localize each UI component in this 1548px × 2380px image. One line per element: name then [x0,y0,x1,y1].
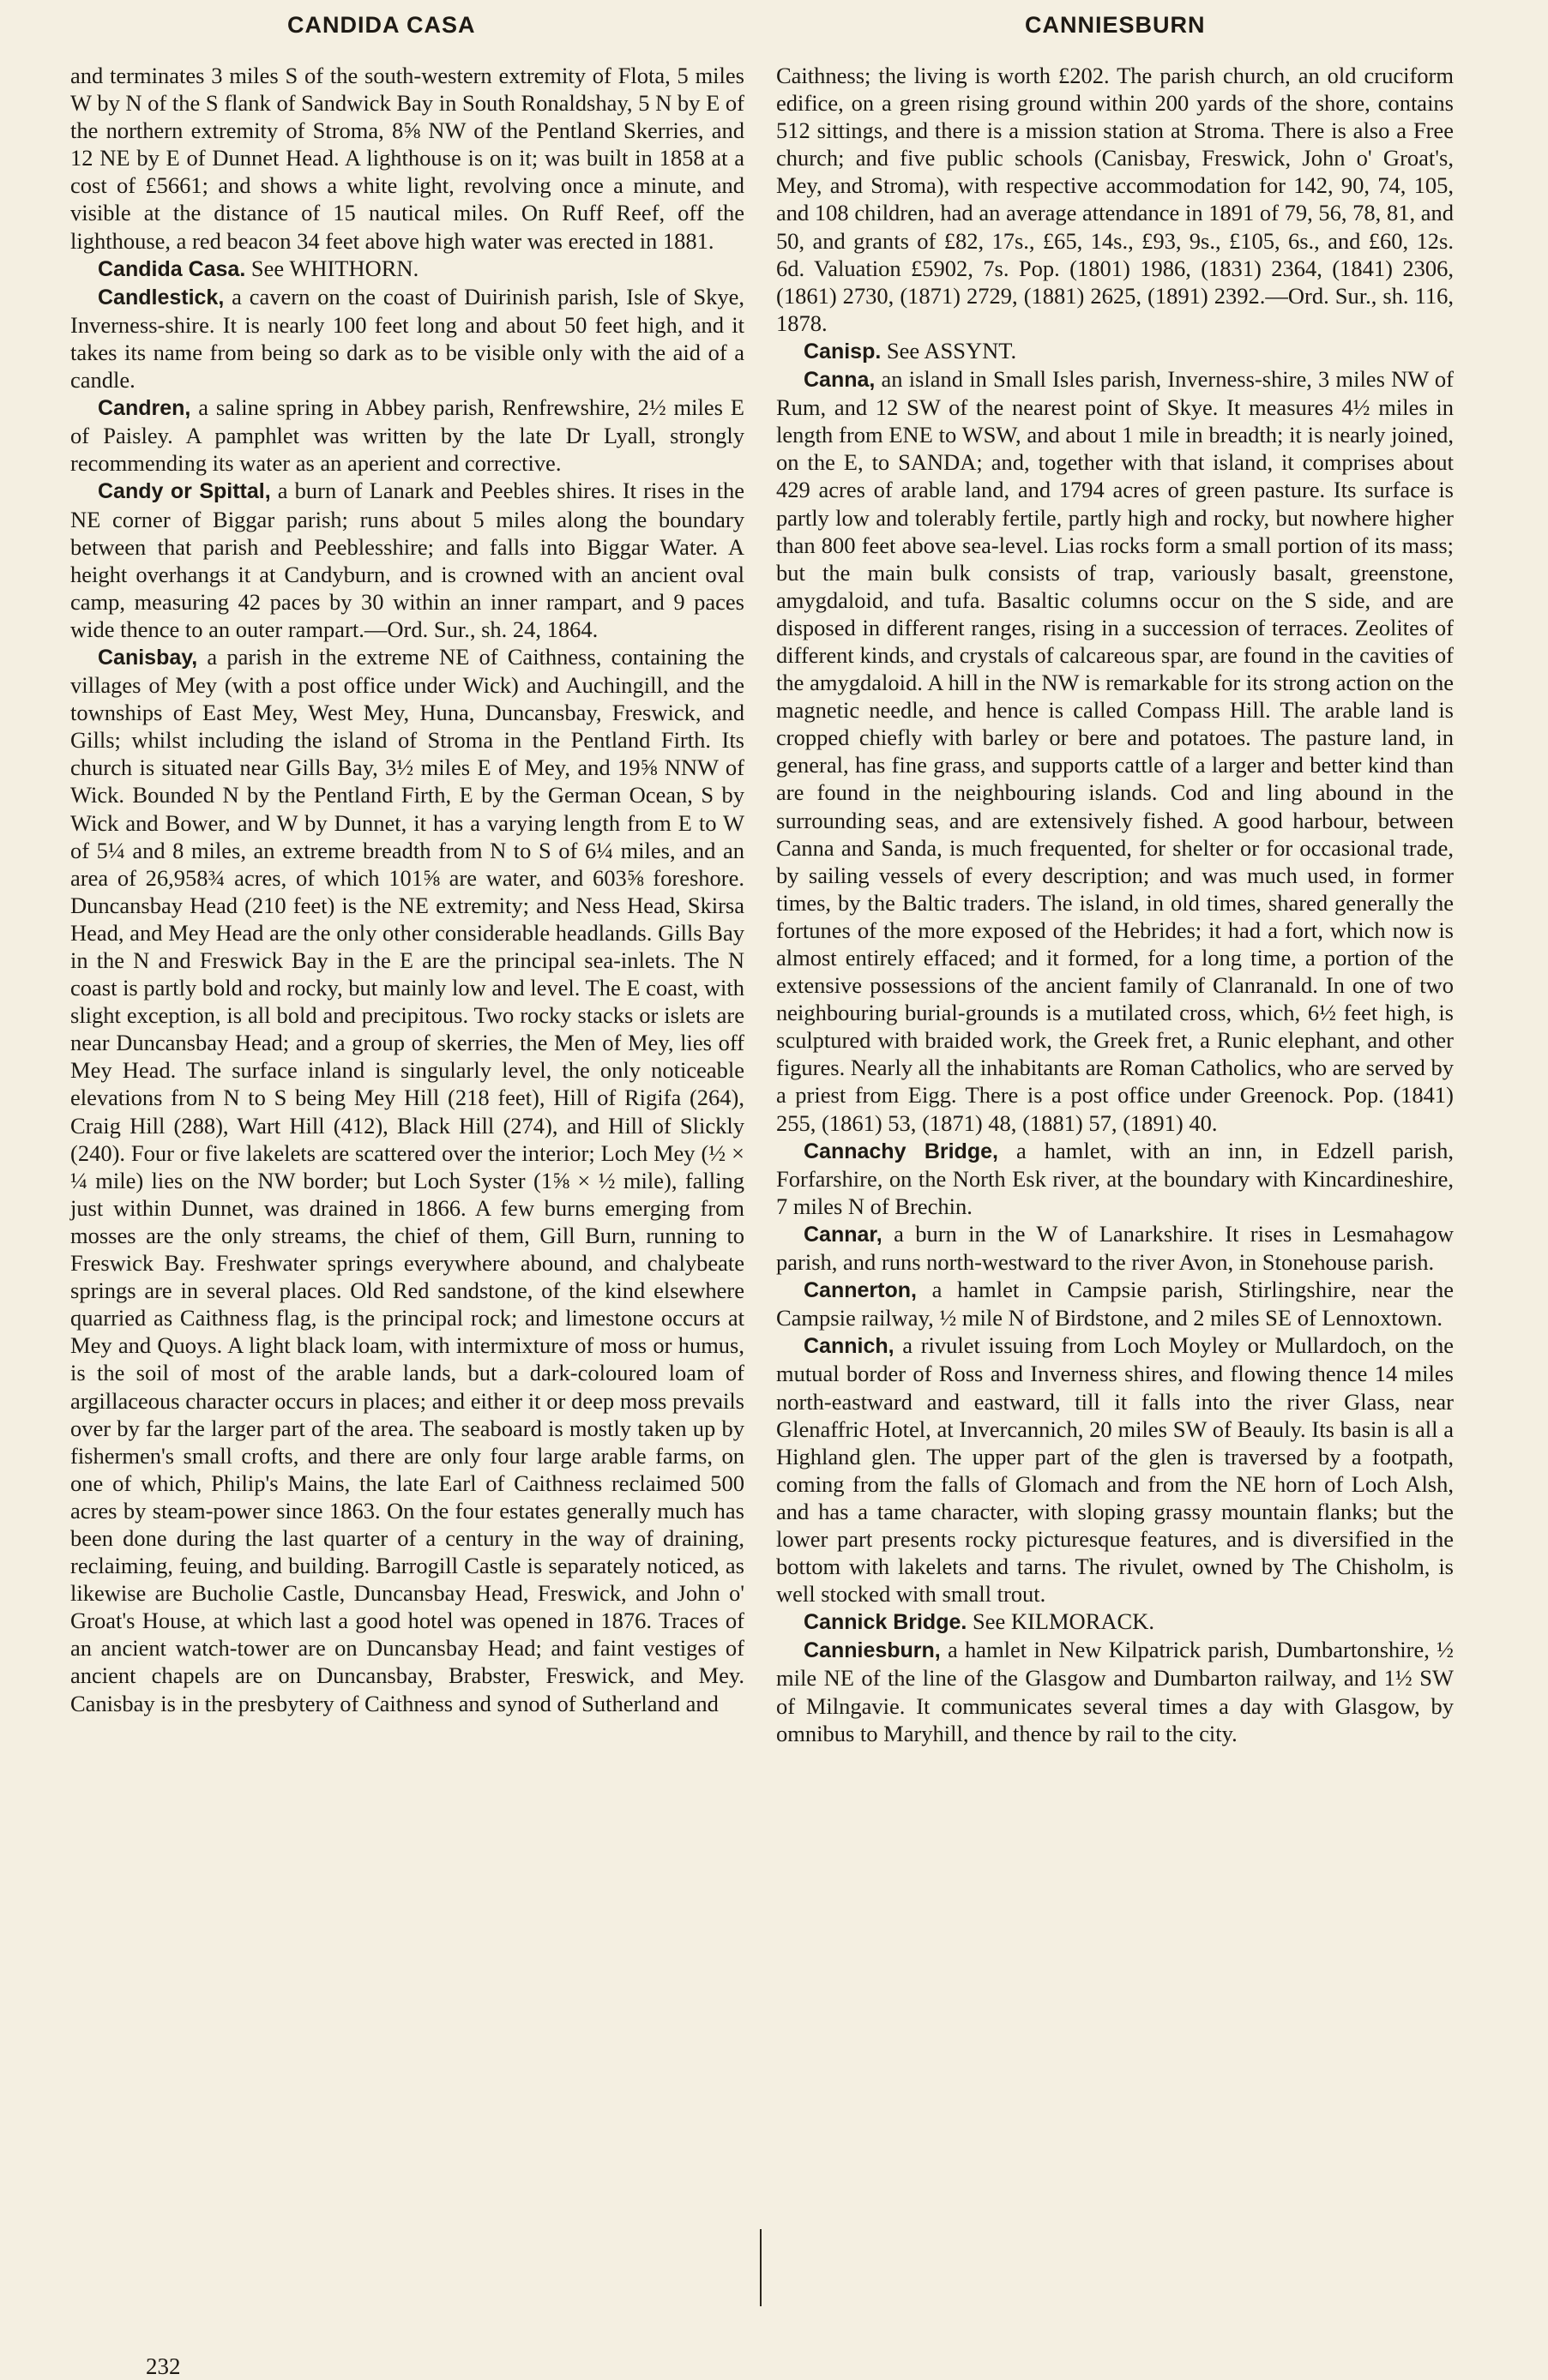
entry-candren [70,394,744,477]
entry-text: a burn of Lanark and Peebles shires. It rises in the NE corner of Biggar parish; runs about 5 miles along the boundary between that parish and Peeblesshire; and falls into Biggar Water. A height overhangs it at Candyburn, and is crowned with an ancient oval camp, measuring 42 paces by 30 within an inner rampart, and 9 paces wide thence to an outer rampart.—Ord. Sur., sh. 24, 1864. [70,478,744,642]
entry-text: a burn in the W of Lanarkshire. It rises in Lesmahagow parish, and runs north-westward to the river Avon, in Stonehouse parish. [776,1220,1454,1276]
entry-cannar [776,1220,1454,1276]
entry-cannich [776,1331,1454,1608]
entry-cannerton [776,1276,1454,1331]
right-column [776,62,1454,1747]
entry-candlestick [70,283,744,394]
column-divider [760,2229,762,2306]
entry-text: and terminates 3 miles S of the south-western extremity of Flota, 5 miles W by N of the S flank of Sandwick Bay in South Ronaldshay, 5 N by E of the northern extremity of Stroma, 8⅝ NW of the Pentland Skerries, and 12 NE by E of Dunnet Head. A lighthouse is on it; was built in 1858 at a cost of £5661; and shows a white light, revolving once a minute, and visible at the distance of 15 nautical miles. On Ruff Reef, off the lighthouse, a red beacon 34 feet above high water was erected in 1881. [70,63,744,254]
entry-canisbay [70,643,744,1717]
entry-canniesburn [776,1636,1454,1746]
running-head-right: CANNIESBURN [1025,12,1206,38]
entry-headword: Canisp. [804,339,882,364]
entry-text: a cavern on the coast of Duirinish parish, Isle of Skye, Inverness-shire. It is nearly 100 feet long and about 50 feet high, and it takes its name from being so dark as to be visible only with the aid of a candle. [70,283,744,394]
entry-text: See KILMORACK. [967,1608,1154,1635]
entry-canisp [776,337,1454,365]
entry-canna [776,365,1454,1137]
entry-cannick-bridge [776,1608,1454,1636]
entry-text: a saline spring in Abbey parish, Renfrewshire, 2½ miles E of Paisley. A pamphlet was written by the late Dr Lyall, strongly recommending its water as an aperient and corrective. [70,394,744,477]
entry-text: an island in Small Isles parish, Inverness-shire, 3 miles NW of Rum, and 12 SW of the nearest point of Skye. It measures 4½ miles in length from ENE to WSW, and about 1 mile in breadth; it is nearly joined, on the E, to SANDA; and, together with that island, it comprises about 429 acres of arable land, and 1794 acres of green pasture. Its surface is partly low and tolerably fertile, partly high and rocky, but nowhere higher than 800 feet above sea-level. Lias rocks form a small portion of its mass; but the main bulk consists of trap, variously basalt, greenstone, amygdaloid, and tufa. Basaltic columns occur on the S side, and are disposed in different ranges, rising in a succession of terraces. Zeolites of different kinds, and crystals of calcareous spar, are found in the cavities of the amygdaloid. A hill in the NW is remarkable for its strong action on the magnetic needle, and hence is called Compass Hill. The arable land is cropped chiefly with barley or bere and potatoes. The pasture land, in general, has fine grass, and supports cattle of a larger and better kind than are found in the neighbouring islands. Cod and ling abound in the surrounding seas, and are extensively fished. A good harbour, between Canna and Sanda, is much frequented, for shelter or for occasional trade, by sailing vessels of every description; and was much used, in former times, by the Baltic traders. The island, in old times, shared generally the fortunes of the more exposed of the Hebrides; it had a fort, which now is almost entirely effaced; and it formed, for a long time, a portion of the extensive possessions of the ancient family of Clanranald. In one of two neighbouring burial-grounds is a mutilated cross, which, 6½ feet high, is sculptured with braided work, the Greek fret, a Runic elephant, and other figures. Nearly all the inhabitants are Roman Catholics, who are served by a priest from Eigg. There is a post office under Greenock. Pop. (1841) 255, (1861) 53, (1871) 48, (1881) 57, (1891) 40. [776,366,1454,1136]
entry-headword: Cannachy Bridge, [804,1139,998,1163]
entry-headword: Canisbay, [98,645,198,670]
entry-headword: Cannar, [804,1222,882,1247]
entry-text: a parish in the extreme NE of Caithness, containing the villages of Mey (with a post office under Wick) and Auchingill, and the townships of East Mey, West Mey, Huna, Duncansbay, Freswick, and Gills; whilst including the island of Stroma in the Pentland Firth. Its church is situated near Gills Bay, 3½ miles E of Mey, and 19⅝ NNW of Wick. Bounded N by the Pentland Firth, E by the German Ocean, S by Wick and Bower, and W by Dunnet, it has a varying length from E to W of 5¼ and 8 miles, an extreme breadth from N to S of 6¼ miles, and an area of 26,958¾ acres, of which 101⅝ are water, and 603⅝ foreshore. Duncansbay Head (210 feet) is the NE extremity; and Ness Head, Skirsa Head, and Mey Head are the only other considerable headlands. Gills Bay in the N and Freswick Bay in the E are the principal sea-inlets. The N coast is partly bold and rocky, but mainly low and level. The E coast, with slight exception, is all bold and precipitous. Two rocky stacks or islets are near Duncansbay Head; and a group of skerries, the Men of Mey, lies off Mey Head. The surface inland is singularly level, the only noticeable elevations from N to S being Mey Hill (218 feet), Hill of Rigifa (264), Craig Hill (288), Wart Hill (412), Black Hill (274), and Hill of Slickly (240). Four or five lakelets are scattered over the interior; Loch Mey (½ × ¼ mile) lies on the NW border; but Loch Syster (1⅝ × ½ mile), falling just within Dunnet, was drained in 1866. A few burns emerging from mosses are the only streams, the chief of them, Gill Burn, running to Freswick Bay. Freshwater springs everywhere abound, and chalybeate springs are in several places. Old Red sandstone, of the kind elsewhere quarried as Caithness flag, is the principal rock; and limestone occurs at Mey and Quoys. A light black loam, with intermixture of moss or humus, is the soil of most of the arable lands, but a dark-coloured loam of argillaceous character occurs in places; and either it or deep moss prevails over by far the larger part of the area. The seaboard is mostly taken up by fishermen's small crofts, and there are only four large arable farms, on one of which, Philip's Mains, the late Earl of Caithness reclaimed 500 acres by steam-power since 1863. On the four estates generally much has been done during the last quarter of a century in the way of draining, reclaiming, feuing, and building. Barrogill Castle is separately noticed, as likewise are Bucholie Castle, Duncansbay Head, Freswick, and John o' Groat's House, at which last a good hotel was opened in 1876. Traces of an ancient watch-tower are on Duncansbay Head; and faint vestiges of ancient chapels are on Duncansbay, Brabster, Freswick, and Mey. Canisbay is in the presbytery of Caithness and synod of Sutherland and [70,643,744,1716]
left-column [70,62,744,1717]
entry-cannachy-bridge [776,1137,1454,1220]
running-head-left: CANDIDA CASA [287,12,476,38]
entry-text: a hamlet in New Kilpatrick parish, Dumbartonshire, ½ mile NE of the line of the Glasgow and Dumbarton railway, and 1½ SW of Milngavie. It communicates several times a day with Glasgow, by omnibus to Maryhill, and thence by rail to the city. [776,1637,1454,1746]
entry-headword: Cannick Bridge. [804,1610,967,1635]
entry-candida-casa [70,255,744,283]
entry-headword: Canniesburn, [804,1638,941,1663]
entry-headword: Candida Casa. [98,256,246,281]
entry-text: a hamlet, with an inn, in Edzell parish, Forfarshire, on the North Esk river, at the boundary with Kincardineshire, 7 miles N of Brechin. [776,1137,1455,1219]
entry-headword: Canna, [804,368,876,393]
entry-text: a rivulet issuing from Loch Moyley or Mullardoch, on the mutual border of Ross and Inverness shires, and flowing thence 14 miles north-eastward and eastward, till it falls into the river Glass, near Glenaffric Hotel, at Invercannich, 20 miles SW of Beauly. Its basin is all a Highland glen. The upper part of the glen is traversed by a footpath, coming from the falls of Glomach and from the NE horn of Loch Alsh, and has a tame character, with sloping grassy mountain flanks; but the lower part presents rocky picturesque features, and is diversified in the bottom with lakelets and tarns. The rivulet, owned by The Chisholm, is well stocked with small trout. [776,1332,1454,1608]
entry-headword: Candlestick, [98,285,225,310]
entry-text: See WHITHORN. [245,255,419,281]
entry-text: a hamlet in Campsie parish, Stirlingshire, near the Campsie railway, ½ mile N of Birdstone, and 2 miles SE of Lennoxtown. [776,1277,1454,1331]
entry-headword: Cannerton, [804,1278,917,1303]
entry-text: See ASSYNT. [881,337,1017,364]
entry-headword: Candy or Spittal, [98,479,271,504]
entry-candy [70,477,744,643]
page-number: 232 [146,2353,181,2379]
entry-headword: Candren, [98,396,191,421]
entry-continuation [776,62,1454,337]
entry-continuation [70,62,744,255]
entry-text: Caithness; the living is worth £202. The parish church, an old cruciform edifice, on a green rising ground within 200 yards of the shore, contains 512 sittings, and there is a mission station at Stroma. There is also a Free church; and five public schools (Canisbay, Freswick, John o' Groat's, Mey, and Stroma), with respective accommodation for 142, 90, 74, 105, and 108 children, had an average attendance in 1891 of 79, 56, 78, 81, and 50, and grants of £82, 17s., £65, 14s., £93, 9s., £105, 6s., and £60, 12s. 6d. Valuation £5902, 7s. Pop. (1801) 1986, (1831) 2364, (1841) 2306, (1861) 2730, (1871) 2729, (1881) 2625, (1891) 2392.—Ord. Sur., sh. 116, 1878. [776,63,1454,336]
entry-headword: Cannich, [804,1334,894,1359]
